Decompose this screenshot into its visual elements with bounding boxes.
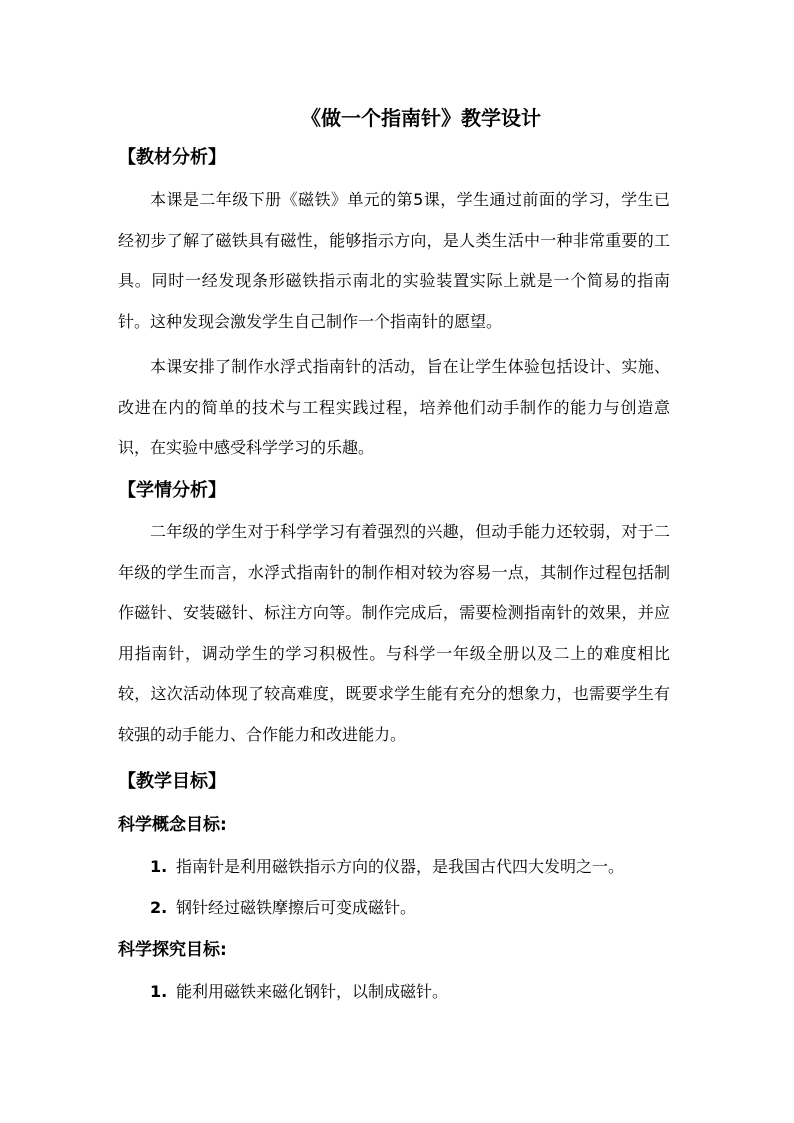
list-item-number: 2.	[150, 898, 168, 917]
section-heading-material-analysis: 【教材分析】	[118, 147, 226, 168]
list-item-text: 钢针经过磁铁摩擦后可变成磁针。	[176, 898, 417, 917]
list-item	[150, 894, 416, 922]
list-item	[150, 853, 624, 881]
material-analysis-paragraph-2: 本课安排了制作水浮式指南针的活动，旨在让学生体验包括设计、实施、改进在内的简单的技术与工程实践过程，培养他们动手制作的能力与创造意识，在实验中感受科学学习的乐趣。	[118, 357, 670, 457]
concept-goals-heading: 科学概念目标:	[118, 815, 227, 835]
list-item-text: 能利用磁铁来磁化钢针，以制成磁针。	[176, 982, 449, 1001]
list-item	[150, 978, 448, 1006]
section-heading-student-analysis: 【学情分析】	[118, 480, 226, 501]
list-item-text: 指南针是利用磁铁指示方向的仪器，是我国古代四大发明之一。	[176, 857, 625, 876]
list-item-number: 1.	[150, 857, 168, 876]
student-analysis-paragraph-1: 二年级的学生对于科学学习有着强烈的兴趣，但动手能力还较弱，对于二年级的学生而言，水浮式指南针的制作相对较为容易一点，其制作过程包括制作磁针、安装磁针、标注方向等。制作完成后，需要检测指南针的效果，并应用指南针，调动学生的学习积极性。与科学一年级全册以及二上的难度相比较，这次活动体现了较高难度，既要求学生能有充分的想象力，也需要学生有较强的动手能力、合作能力和改进能力。	[118, 522, 670, 744]
section-heading-teaching-goals: 【教学目标】	[118, 771, 226, 792]
inquiry-goals-heading: 科学探究目标:	[118, 940, 227, 960]
list-item-number: 1.	[150, 982, 168, 1001]
document-title: 《做一个指南针》教学设计	[301, 106, 541, 130]
material-analysis-paragraph-1: 本课是二年级下册《磁铁》单元的第5课，学生通过前面的学习，学生已经初步了解了磁铁具有磁性，能够指示方向，是人类生活中一种非常重要的工具。同时一经发现条形磁铁指示南北的实验装置实际上就是一个简易的指南针。这种发现会激发学生自己制作一个指南针的愿望。	[118, 190, 670, 331]
